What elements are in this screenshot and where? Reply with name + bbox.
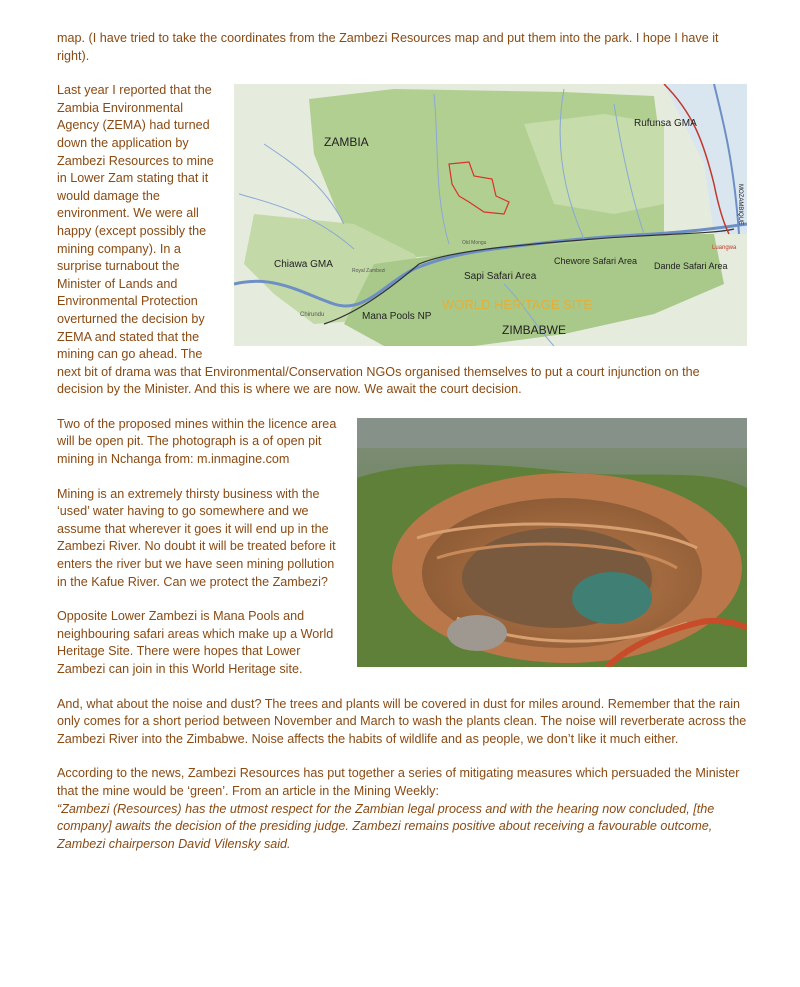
- label-royal-zambezi: Royal Zambezi: [352, 268, 386, 275]
- open-pit-section: [57, 416, 747, 679]
- thirsty-paragraph: Mining is an extremely thirsty business with the ‘used’ water having to go somewhere and we assume that wherever it goes it will end up in the Zambezi River. No doubt it will be treated before it enters the river but we have seen mining pollution in the Kafue River. Can we protect the Zambezi?: [57, 486, 336, 589]
- photo-graphic: [357, 418, 747, 667]
- label-world-heritage: WORLD HERITAGE SITE: [442, 297, 592, 313]
- zema-paragraph: Last year I reported that the Zambia Environmental Agency (ZEMA) had turned down the application by Zambezi Resources to mine in Lower Zam stating that it would damage the environment. We were all happy (except possibly the mining company). In a surprise turnabout the Minister of Lands and Environmental Protection overturned the decision by ZEMA and stated that the mining can go ahead. The next bit of drama was that Environmental/Conservation NGOs organised themselves to put a court injunction on the decision by the Minister. And this is where we are now. We await the court decision.: [57, 83, 700, 397]
- label-chewore: Chewore Safari Area: [554, 256, 638, 267]
- document-page: [57, 30, 747, 870]
- label-old-mongu: Old Mongu: [462, 240, 487, 247]
- label-dande: Dande Safari Area: [654, 261, 728, 272]
- label-mana-pools: Mana Pools NP: [362, 311, 432, 323]
- label-zimbabwe: ZIMBABWE: [502, 323, 567, 338]
- noise-dust-paragraph: And, what about the noise and dust? The trees and plants will be covered in dust for miles around. Remember that the rain only comes for a short period between November and March to wash the plants clean. The noise will reverberate across the Zambezi River into the Zimbabwe. Noise affects the habits of wildlife and as people, we don’t like it much either.: [57, 696, 747, 746]
- world-heritage-paragraph: Opposite Lower Zambezi is Mana Pools and neighbouring safari areas which make up a World Heritage Site. There were hopes that Lower Zambezi can join in this World Heritage site.: [57, 609, 334, 676]
- label-chirundu: Chirundu: [300, 312, 325, 319]
- photo-pit-lake: [572, 572, 652, 624]
- map-graphic: [234, 84, 747, 346]
- zema-section: [57, 82, 747, 399]
- label-sapi: Sapi Safari Area: [464, 271, 537, 283]
- open-pit-photo: [357, 418, 747, 667]
- intro-paragraph: map. (I have tried to take the coordinates from the Zambezi Resources map and put them into the park. I hope I have it right).: [57, 31, 719, 63]
- label-luangwa: Luangwa: [712, 245, 737, 252]
- mining-weekly-quote: “Zambezi (Resources) has the utmost respect for the Zambian legal process and with the hearing now concluded, [the company] awaits the decision of the presiding judge. Zambezi remains positive about receiving a favourable outcome, Zambezi chairperson David Vilensky said.: [57, 801, 715, 851]
- open-pit-paragraph: Two of the proposed mines within the licence area will be open pit. The photograph is a of open pit mining in Nchanga from: m.inmagine.com: [57, 416, 337, 467]
- label-chiawa: Chiawa GMA: [274, 259, 333, 271]
- label-zambia: ZAMBIA: [324, 135, 369, 150]
- lower-zambezi-map: [234, 84, 747, 346]
- label-rufunsa: Rufunsa GMA: [634, 118, 697, 130]
- label-mozambique: MOZAMBIQUE: [737, 184, 743, 226]
- news-paragraph: According to the news, Zambezi Resources has put together a series of mitigating measures which persuaded the Minister that the mine would be ‘green’. From an article in the Mining Weekly:: [57, 766, 740, 798]
- photo-spoil-heap: [447, 615, 507, 651]
- photo-horizon: [357, 418, 747, 448]
